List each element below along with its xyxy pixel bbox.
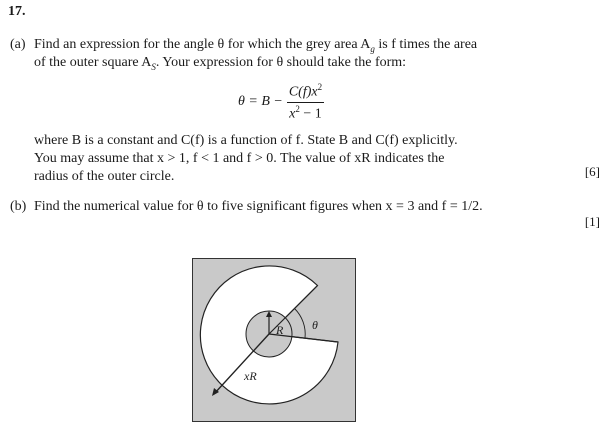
- equation-denominator: [289, 103, 322, 123]
- theta-equation: [238, 82, 324, 122]
- part-a-marks: [6]: [584, 164, 600, 179]
- denominator-sup: 2: [295, 103, 300, 114]
- part-a-line1-sub: g: [370, 43, 375, 54]
- part-a-line1-tail: is f times the area: [374, 37, 478, 52]
- part-b-marks: [1]: [584, 214, 600, 229]
- numerator-text: C(f)x: [288, 84, 318, 100]
- equation-lhs: θ = B −: [238, 94, 283, 110]
- question-number: 17.: [8, 4, 26, 19]
- part-a-line1-text: Find an expression for the angle θ for which the grey area A: [34, 37, 371, 52]
- label-xR: xR: [244, 369, 257, 383]
- part-a-line3: where B is a constant and C(f) is a function of f. State B and C(f) explicitly.: [34, 133, 458, 148]
- label-R: R: [276, 323, 284, 337]
- label-theta: θ: [312, 318, 318, 332]
- part-a-line2-sub: S: [151, 61, 156, 72]
- part-b-text: Find the numerical value for θ to five significant figures when x = 3 and f = 1/2.: [34, 199, 483, 214]
- part-a-line4: You may assume that x > 1, f < 1 and f > 0. The value of xR indicates the: [34, 151, 445, 166]
- equation-numerator: [287, 82, 324, 103]
- equation-fraction: [287, 82, 324, 122]
- part-b-label: (b): [10, 199, 27, 214]
- part-a-line2: [34, 54, 406, 76]
- numerator-sup: 2: [317, 82, 323, 92]
- pacman-figure: [192, 258, 356, 422]
- denominator-tail: − 1: [299, 106, 322, 122]
- part-a-label: (a): [10, 37, 26, 52]
- part-a-line2-text: of the outer square A: [34, 55, 152, 70]
- part-a-line5: radius of the outer circle.: [34, 169, 175, 184]
- denominator-text: x: [289, 106, 296, 122]
- part-a-line2-tail: . Your expression for θ should take the form:: [155, 55, 407, 70]
